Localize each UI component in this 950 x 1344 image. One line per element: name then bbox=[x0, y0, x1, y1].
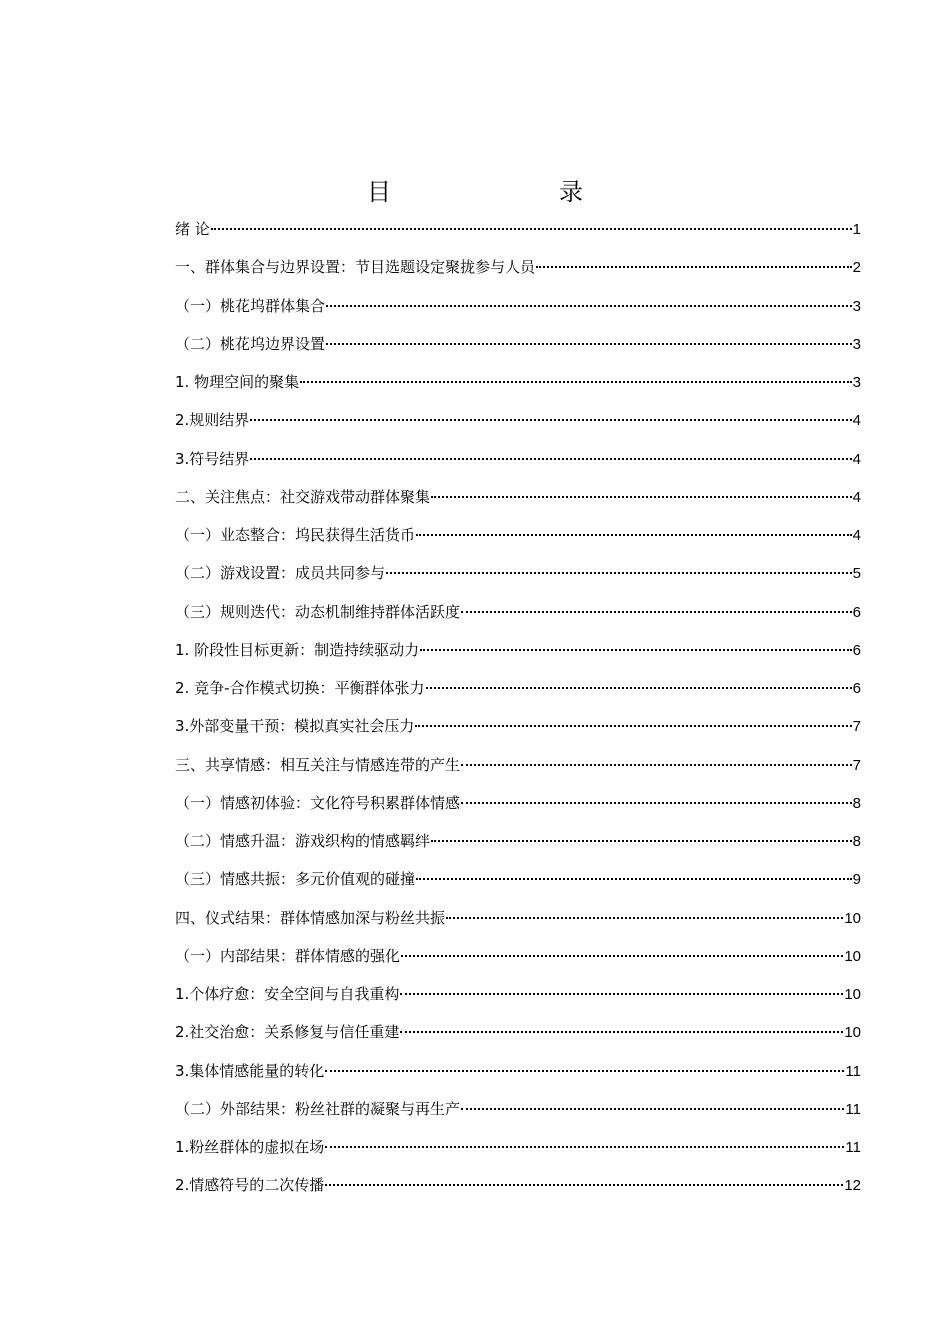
toc-entry-page-number: 6 bbox=[852, 603, 861, 621]
toc-entry-page-number: 4 bbox=[852, 412, 861, 430]
toc-entry-text: 2.规则结界 bbox=[175, 411, 250, 430]
toc-entry-page-number: 10 bbox=[844, 1024, 861, 1042]
toc-leader-dots bbox=[416, 534, 852, 536]
toc-entry-text: 2.情感符号的二次传播 bbox=[175, 1176, 325, 1195]
toc-entry[interactable] bbox=[175, 975, 861, 1013]
toc-leader-dots bbox=[536, 266, 852, 268]
toc-entry-text: 1.粉丝群体的虚拟在场 bbox=[175, 1138, 325, 1156]
toc-entry-page-number: 11 bbox=[845, 1139, 861, 1156]
toc-entry-text: （二）桃花坞边界设置 bbox=[175, 334, 326, 353]
toc-entry[interactable] bbox=[175, 707, 861, 745]
toc-entry-page-number: 7 bbox=[852, 718, 861, 736]
toc-entry-page-number: 3 bbox=[852, 335, 861, 353]
toc-leader-dots bbox=[211, 228, 852, 230]
toc-leader-dots bbox=[300, 381, 852, 383]
toc-leader-dots bbox=[431, 496, 852, 498]
toc-leader-dots bbox=[386, 572, 852, 574]
toc-entry-page-number: 10 bbox=[844, 986, 861, 1003]
toc-entry[interactable] bbox=[175, 669, 861, 707]
toc-entry-text: （一）桃花坞群体集合 bbox=[175, 296, 326, 315]
toc-entry-text: （二）情感升温：游戏织构的情感羁绊 bbox=[175, 832, 431, 850]
toc-entry-page-number: 6 bbox=[852, 641, 861, 659]
toc-entry-text: （三）情感共振：多元价值观的碰撞 bbox=[175, 870, 416, 889]
toc-entry[interactable] bbox=[175, 210, 861, 248]
toc-entry-text: （二）外部结果：粉丝社群的凝聚与再生产 bbox=[175, 1099, 461, 1118]
toc-leader-dots bbox=[401, 955, 843, 957]
toc-leader-dots bbox=[325, 1146, 844, 1148]
toc-entry-page-number: 3 bbox=[852, 297, 861, 315]
toc-entry-page-number: 10 bbox=[844, 947, 861, 965]
toc-entry-page-number: 11 bbox=[845, 1062, 861, 1080]
toc-leader-dots bbox=[461, 611, 852, 613]
toc-entry-text: （一）情感初体验：文化符号积累群体情感 bbox=[175, 793, 461, 812]
toc-entry[interactable] bbox=[175, 822, 861, 860]
toc-entry[interactable] bbox=[175, 746, 861, 784]
toc-entry-text: 1. 物理空间的聚集 bbox=[175, 373, 300, 391]
toc-entry[interactable] bbox=[175, 401, 861, 439]
toc-leader-dots bbox=[250, 458, 851, 460]
toc-entry[interactable] bbox=[175, 554, 861, 592]
toc-leader-dots bbox=[461, 802, 852, 804]
toc-leader-dots bbox=[446, 917, 843, 919]
toc-entry-text: 1. 阶段性目标更新：制造持续驱动力 bbox=[175, 640, 420, 659]
toc-entry-page-number: 1 bbox=[852, 221, 861, 238]
toc-entry[interactable] bbox=[175, 631, 861, 669]
toc-entry[interactable] bbox=[175, 248, 861, 286]
toc-entry[interactable] bbox=[175, 1128, 861, 1166]
toc-leader-dots bbox=[326, 343, 852, 345]
toc-entry-text: 一、群体集合与边界设置：节目选题设定聚拢参与人员 bbox=[175, 258, 536, 277]
toc-entry-page-number: 10 bbox=[844, 909, 861, 927]
toc-entry[interactable] bbox=[175, 478, 861, 516]
toc-entry-text: （一）业态整合：坞民获得生活货币 bbox=[175, 526, 416, 544]
toc-entry-page-number: 8 bbox=[852, 794, 861, 812]
toc-leader-dots bbox=[400, 1031, 843, 1033]
toc-entry-page-number: 4 bbox=[852, 488, 861, 506]
toc-entry-page-number: 7 bbox=[852, 756, 861, 774]
toc-entry-text: 二、关注焦点：社交游戏带动群体聚集 bbox=[175, 487, 431, 506]
toc-entry-text: 3.符号结界 bbox=[175, 449, 250, 468]
toc-entry-page-number: 4 bbox=[852, 527, 861, 544]
toc-entry-text: （一）内部结果：群体情感的强化 bbox=[175, 946, 401, 965]
toc-entry[interactable] bbox=[175, 440, 861, 478]
toc-entry[interactable] bbox=[175, 325, 861, 363]
toc-entry-page-number: 2 bbox=[852, 259, 861, 277]
toc-entry[interactable] bbox=[175, 899, 861, 937]
toc-entry[interactable] bbox=[175, 287, 861, 325]
toc-leader-dots bbox=[415, 725, 851, 727]
toc-entry-page-number: 9 bbox=[852, 871, 861, 889]
toc-entry-text: 2. 竞争-合作模式切换：平衡群体张力 bbox=[175, 679, 425, 697]
toc-entry-text: 三、共享情感：相互关注与情感连带的产生 bbox=[175, 755, 461, 774]
toc-leader-dots bbox=[431, 840, 852, 842]
toc-entry-text: （二）游戏设置：成员共同参与 bbox=[175, 564, 386, 583]
toc-entry-page-number: 3 bbox=[852, 374, 861, 391]
toc-entry-text: 3.集体情感能量的转化 bbox=[175, 1061, 325, 1080]
toc-entry[interactable] bbox=[175, 1013, 861, 1051]
toc-entry[interactable] bbox=[175, 937, 861, 975]
toc-list bbox=[175, 210, 861, 1205]
toc-entry-page-number: 6 bbox=[852, 680, 861, 697]
toc-entry-text: 2.社交治愈：关系修复与信任重建 bbox=[175, 1023, 400, 1042]
toc-entry-page-number: 4 bbox=[852, 450, 861, 468]
toc-entry[interactable] bbox=[175, 363, 861, 401]
toc-leader-dots bbox=[250, 419, 851, 421]
toc-entry[interactable] bbox=[175, 516, 861, 554]
toc-leader-dots bbox=[400, 993, 843, 995]
toc-entry-page-number: 12 bbox=[844, 1177, 861, 1195]
toc-entry-text: 3.外部变量干预：模拟真实社会压力 bbox=[175, 717, 415, 736]
toc-leader-dots bbox=[420, 649, 852, 651]
toc-entry-page-number: 5 bbox=[852, 565, 861, 583]
toc-entry-page-number: 8 bbox=[852, 833, 861, 850]
toc-leader-dots bbox=[416, 878, 852, 880]
toc-entry-page-number: 11 bbox=[845, 1100, 861, 1118]
toc-entry-text: 1.个体疗愈：安全空间与自我重构 bbox=[175, 985, 400, 1003]
toc-leader-dots bbox=[326, 305, 852, 307]
toc-entry-text: （三）规则迭代：动态机制维持群体活跃度 bbox=[175, 602, 461, 621]
toc-entry[interactable] bbox=[175, 1166, 861, 1204]
toc-entry[interactable] bbox=[175, 1052, 861, 1090]
toc-entry[interactable] bbox=[175, 784, 861, 822]
toc-entry-text: 绪 论 bbox=[175, 220, 210, 238]
toc-leader-dots bbox=[325, 1184, 843, 1186]
toc-title: 目 录 bbox=[367, 178, 623, 206]
toc-leader-dots bbox=[461, 764, 852, 766]
toc-entry[interactable] bbox=[175, 1090, 861, 1128]
toc-leader-dots bbox=[325, 1070, 844, 1072]
toc-entry[interactable] bbox=[175, 593, 861, 631]
toc-entry-text: 四、仪式结果：群体情感加深与粉丝共振 bbox=[175, 908, 446, 927]
toc-leader-dots bbox=[461, 1108, 844, 1110]
toc-leader-dots bbox=[426, 687, 852, 689]
toc-entry[interactable] bbox=[175, 860, 861, 898]
